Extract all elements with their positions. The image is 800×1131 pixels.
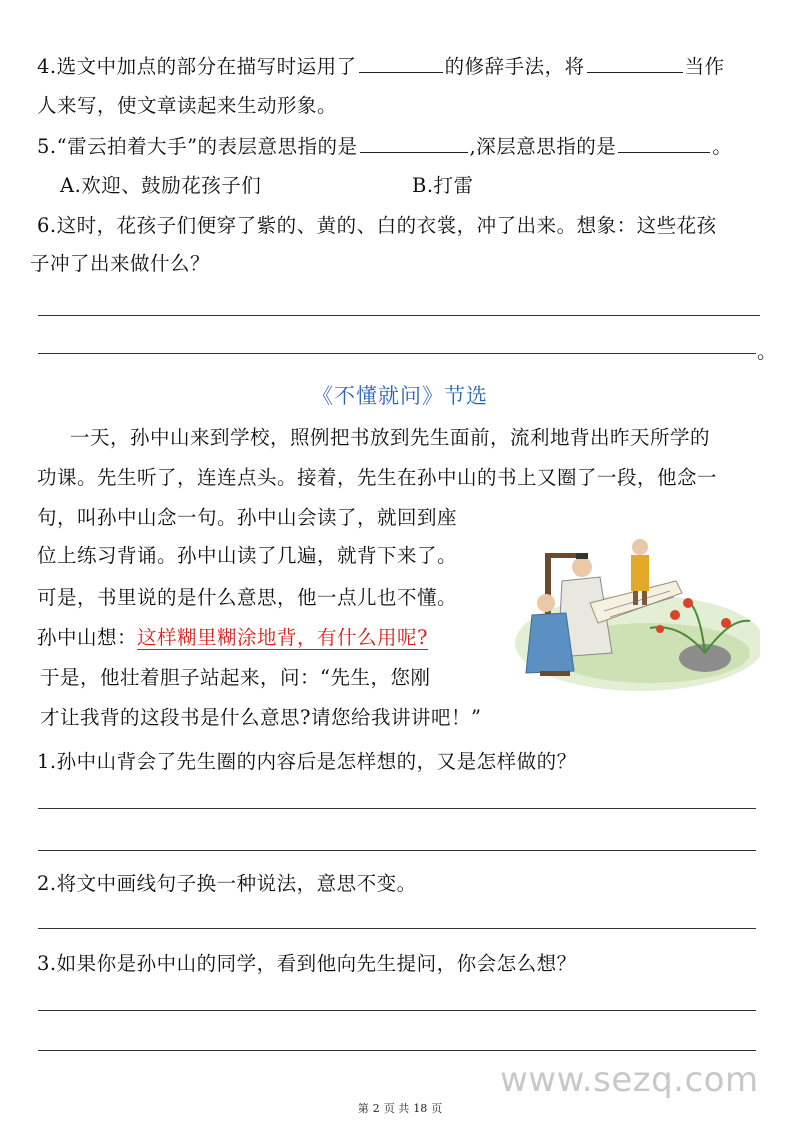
passage-line-4: 位上练习背诵。孙中山读了几遍，就背下来了。 <box>37 544 458 567</box>
q4-text-part1: 4.选文中加点的部分在描写时运用了 <box>37 55 357 78</box>
q5-line1 <box>37 132 732 161</box>
q2-2-answer-line[interactable] <box>38 928 756 929</box>
footer-prefix: 第 <box>357 1102 369 1115</box>
passage-line-5: 可是，书里说的是什么意思，他一点儿也不懂。 <box>37 586 458 609</box>
q6-answer-line-1[interactable] <box>38 315 760 316</box>
passage-line-6-prefix: 孙中山想： <box>37 626 138 649</box>
q5-blank-1[interactable] <box>360 132 468 153</box>
passage-line-7: 于是，他壮着胆子站起来，问：“先生，您刚 <box>40 666 431 689</box>
q6-end-mark: 。 <box>757 340 778 363</box>
q5-blank-2[interactable] <box>618 132 710 153</box>
footer-mid: 页 共 <box>383 1102 410 1115</box>
footer-suffix: 页 <box>431 1102 443 1115</box>
q5-option-a: A.欢迎、鼓励花孩子们 <box>60 174 262 197</box>
passage-line-2: 功课。先生听了，连连点头。接着，先生在孙中山的书上又圈了一段，他念一 <box>37 466 718 489</box>
underlined-sentence: 这样糊里糊涂地背，有什么用呢? <box>137 626 428 649</box>
q5-text-part2: ,深层意思指的是 <box>469 135 617 158</box>
page-footer <box>0 1100 800 1116</box>
q4-text-part3: 当作 <box>684 55 725 78</box>
q4-blank-2[interactable] <box>587 52 683 73</box>
q4-text-part2: 的修辞手法，将 <box>444 55 585 78</box>
q4-line1 <box>37 52 725 81</box>
q5-text-part1: 5.“雷云拍着大手”的表层意思指的是 <box>37 135 358 158</box>
q6-line1: 6.这时，花孩子们便穿了紫的、黄的、白的衣裳，冲了出来。想象：这些花孩 <box>37 214 717 237</box>
q2-1-answer-line-2[interactable] <box>38 850 756 851</box>
q5-option-b: B.打雷 <box>412 174 474 197</box>
q2-1-answer-line-1[interactable] <box>38 808 756 809</box>
q2-3-text: 3.如果你是孙中山的同学，看到他向先生提问，你会怎么想？ <box>37 952 577 975</box>
q2-3-answer-line-2[interactable] <box>38 1050 756 1051</box>
watermark: www.sezq.com <box>500 1060 759 1100</box>
classroom-illustration <box>500 533 760 693</box>
q4-line2: 人来写，使文章读起来生动形象。 <box>37 94 338 117</box>
q5-text-part3: 。 <box>712 135 733 158</box>
q6-answer-line-2[interactable] <box>38 353 756 354</box>
q2-3-answer-line-1[interactable] <box>38 1010 756 1011</box>
q6-line2: 子冲了出来做什么？ <box>30 252 211 275</box>
footer-page-number: 2 <box>372 1102 380 1115</box>
passage-line-1: 一天，孙中山来到学校，照例把书放到先生面前，流利地背出昨天所学的 <box>70 426 711 449</box>
q2-2-text: 2.将文中画线句子换一种说法，意思不变。 <box>37 872 417 895</box>
footer-total-pages: 18 <box>413 1102 428 1115</box>
passage-line-6 <box>37 624 428 652</box>
passage-line-8: 才让我背的这段书是什么意思?请您给我讲讲吧！” <box>40 706 482 729</box>
q2-1-text: 1.孙中山背会了先生圈的内容后是怎样想的，又是怎样做的？ <box>37 750 577 773</box>
q4-blank-1[interactable] <box>359 52 443 73</box>
section-title: 《不懂就问》节选 <box>312 384 488 408</box>
passage-line-3: 句，叫孙中山念一句。孙中山会读了，就回到座 <box>37 506 458 529</box>
